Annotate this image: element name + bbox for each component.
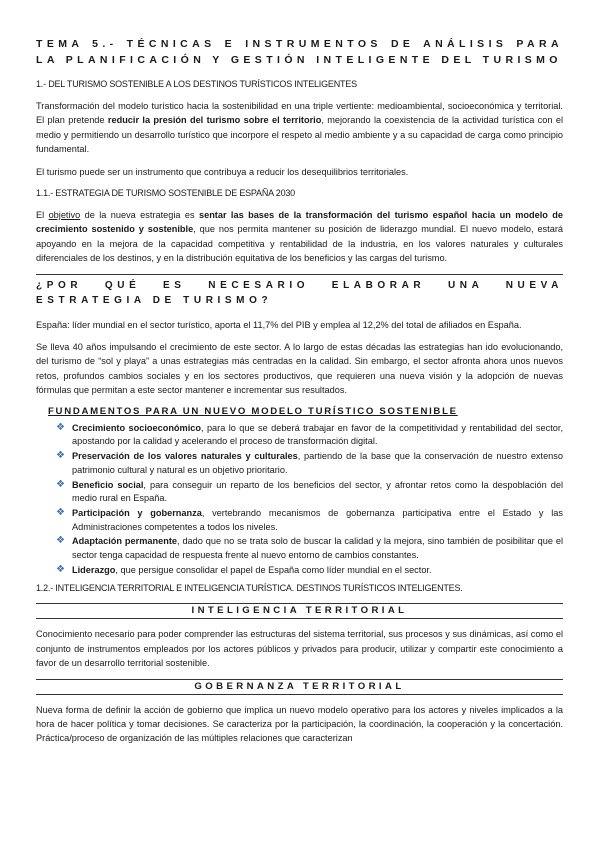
text-run: , para lo que se deberá trabajar en favor de la competitividad y rentabilidad del sector, apostando por la calidad y acelerando el proceso de transformación digital. — [72, 422, 563, 447]
list-item — [56, 506, 563, 534]
list-item — [56, 535, 563, 562]
list-item — [56, 563, 563, 578]
diamond-bullet-icon: ❖ — [56, 421, 65, 433]
underlined-run: objetivo — [48, 210, 81, 221]
inteligencia-territorial-heading: INTELIGENCIA TERRITORIAL — [36, 603, 563, 619]
paragraph-espana-lider: España: líder mundial en el sector turístico, aporta el 11,7% del PIB y emplea al 12,2% del total de afiliados en España. — [36, 319, 522, 330]
fundamentos-list — [36, 422, 563, 578]
section-heading-1-1: 1.1.- ESTRATEGIA DE TURISMO SOSTENIBLE DE ESPAÑA 2030 — [36, 188, 295, 199]
question-heading: ¿POR QUÉ ES NECESARIO ELABORAR UNA NUEVA ESTRATEGIA DE TURISMO? — [36, 274, 563, 308]
diamond-bullet-icon: ❖ — [56, 535, 65, 547]
page-title: TEMA 5.- TÉCNICAS E INSTRUMENTOS DE ANÁLISIS PARA LA PLANIFICACIÓN Y GESTIÓN INTELIGENTE DEL TURISMO — [36, 38, 563, 66]
bold-run: sentar las bases de la transformación del turismo español hacia un modelo de crecimiento sostenido y sostenible — [36, 210, 563, 235]
paragraph-40-anos: Se lleva 40 años impulsando el crecimiento de este sector. A lo largo de estas décadas las estrategias han ido evolucionando, del turismo de “sol y playa” a unas estrategias más centradas en la calidad. Sin embargo, el sector afronta ahora unos nuevos retos, profundos cambios sociales y en los sectores productivos, que requieren una nueva visión y la adopción de nuevas fórmulas que permitan a este sector mantener e incrementar sus resultados. — [36, 342, 563, 396]
bold-run: Preservación de los valores naturales y culturales — [72, 451, 298, 462]
paragraph-gobernanza: Nueva forma de definir la acción de gobierno que implica un nuevo modelo operativo para los actores y niveles implicados a la hora de hacer política y tomar decisiones. Se caracteriza por la participación, la coordinación, la cooperación y la concertación. Práctica/proceso de organización de las múltiples relaciones que caracterizan — [36, 704, 563, 744]
paragraph-objetivo — [36, 208, 563, 266]
text-run: , para conseguir un reparto de los beneficios del sector, y afrontar retos como la despoblación del medio rural en España. — [72, 479, 563, 504]
bold-run: Liderazgo — [72, 564, 116, 575]
text-run: , partiendo de la base que la conservación de nuestro extenso patrimonio cultural y natural es un objetivo prioritario. — [72, 451, 563, 475]
bold-run: Participación y gobernanza — [72, 507, 202, 518]
text-run: de la nueva estrategia es — [80, 210, 199, 221]
text-run: , que nos permita mantener su posición de liderazgo mundial. El nuevo modelo, estará apoyando en la mejora de la capacidad competitiva y rentabilidad de la industria, en los valores naturales y culturales diferenciales de los destinos, y en la distribución equitativa de los beneficios y las cargas del turismo. — [36, 224, 563, 264]
gobernanza-territorial-heading: GOBERNANZA TERRITORIAL — [36, 679, 563, 695]
bold-run: Crecimiento socioeconómico — [72, 422, 201, 433]
diamond-bullet-icon: ❖ — [56, 506, 65, 518]
paragraph-conocimiento: Conocimiento necesario para poder comprender las estructuras del sistema territorial, sus procesos y sus dinámicas, así como el conjunto de instrumentos empleados por los actores públicos y privados para producir, utilizar y compartir este conocimiento a favor de un desarrollo territorial sostenible. — [36, 629, 563, 669]
diamond-bullet-icon: ❖ — [56, 450, 65, 462]
bold-run: Beneficio social — [72, 479, 144, 490]
list-item — [56, 478, 563, 506]
section-heading-1: 1.- DEL TURISMO SOSTENIBLE A LOS DESTINOS TURÍSTICOS INTELIGENTES — [36, 79, 357, 89]
diamond-bullet-icon: ❖ — [56, 478, 65, 490]
diamond-bullet-icon: ❖ — [56, 563, 65, 575]
text-run: , que persigue consolidar el papel de España como líder mundial en el sector. — [115, 564, 432, 575]
text-run: El — [36, 210, 49, 221]
section-heading-1-2: 1.2.- INTELIGENCIA TERRITORIAL E INTELIGENCIA TURÍSTICA. DESTINOS TURÍSTICOS INTELIGENTES. — [36, 583, 463, 594]
bold-run: Adaptación permanente — [72, 536, 177, 547]
text-run: Transformación del modelo turístico hacia la sostenibilidad en una triple vertiente: medioambiental, socioeconómica y territorial. El plan pretende — [36, 101, 563, 126]
list-item — [56, 450, 563, 477]
text-run: , dado que no se trata solo de buscar la calidad y la mejora, sino también de posibilitar que el sector tenga capacidad de respuesta frente al nuevo entorno de cambios constantes. — [72, 536, 563, 561]
list-item — [56, 421, 563, 449]
fundamentos-heading: FUNDAMENTOS PARA UN NUEVO MODELO TURÍSTICO SOSTENIBLE — [48, 405, 458, 417]
paragraph-desequilibrios: El turismo puede ser un instrumento que contribuya a reducir los desequilibrios territoriales. — [36, 166, 409, 177]
bold-run: reducir la presión del turismo sobre el territorio — [107, 115, 322, 126]
text-run: , mejorando la coexistencia de la actividad turística con el medio y permitiendo un desarrollo turístico que incorpore el respeto al medio ambiente y a su capacidad de carga como principio fundamental. — [36, 115, 563, 155]
text-run: , vertebrando mecanismos de gobernanza participativa entre el Estado y las Administraciones competentes a todos los niveles. — [72, 507, 563, 532]
paragraph-transformacion — [36, 99, 563, 157]
